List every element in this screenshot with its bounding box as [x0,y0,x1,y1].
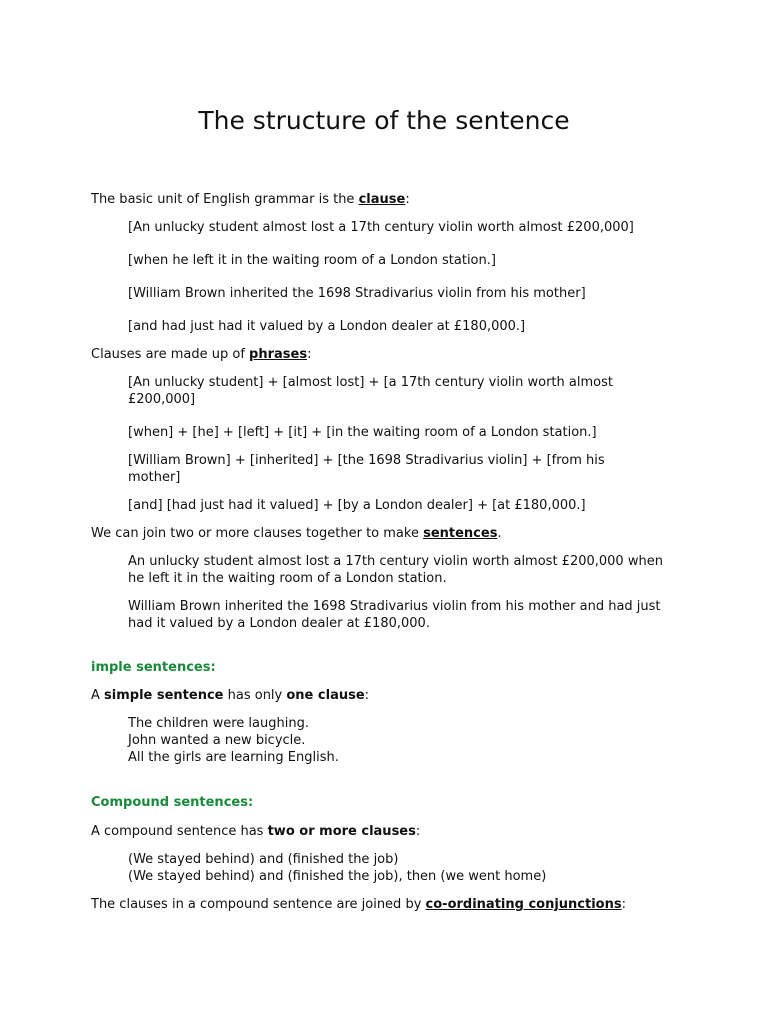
clause-example: [when he left it in the waiting room of a London station.] [128,253,496,268]
co-ordinating-conjunctions-keyword: co-ordinating conjunctions [425,897,622,912]
clause-example: [and had just had it valued by a London dealer at £180,000.] [128,319,526,334]
sentence-example: An unlucky student almost lost a 17th century violin worth almost £200,000 when he left it in the waiting room of a London station. [128,554,663,586]
simple-example: John wanted a new bicycle. [128,733,306,748]
sentences-paragraph [91,525,502,542]
clause-example: [William Brown inherited the 1698 Stradivarius violin from his mother] [128,286,586,301]
compound-sentences-heading: Compound sentences: [91,795,254,810]
intro-paragraph [91,191,410,208]
one-clause-term: one clause [286,688,365,703]
sentences-after: . [497,526,502,541]
simple-example: The children were laughing. [128,716,309,731]
page-title: The structure of the sentence [198,106,570,135]
simple-sentence-term: simple sentence [104,688,224,703]
conjunctions-text: The clauses in a compound sentence are joined by [91,897,426,912]
conjunctions-paragraph [91,896,626,913]
compound-intro-text: A compound sentence has [91,824,268,839]
phrases-paragraph [91,346,311,363]
simple-intro-a: A [91,688,105,703]
sentences-keyword: sentences [423,526,498,541]
two-or-more-clauses-term: two or more clauses [267,824,416,839]
compound-intro-after: : [415,824,421,839]
simple-intro-paragraph [91,687,369,704]
intro-after: : [405,192,410,207]
simple-example: All the girls are learning English. [128,750,339,765]
compound-intro-paragraph [91,823,420,840]
phrases-text: Clauses are made up of [91,347,250,362]
simple-intro-mid: has only [223,688,287,703]
clause-example: [An unlucky student almost lost a 17th century violin worth almost £200,000] [128,220,634,235]
simple-sentences-heading: imple sentences: [91,660,216,675]
phrases-after: : [307,347,312,362]
phrase-example: [and] [had just had it valued] + [by a London dealer] + [at £180,000.] [128,498,586,513]
simple-intro-after: : [364,688,370,703]
phrases-keyword: phrases [249,347,308,362]
clause-keyword: clause [358,192,406,207]
conjunctions-after: : [621,897,627,912]
compound-example: (We stayed behind) and (finished the job) [128,852,399,867]
intro-text: The basic unit of English grammar is the [91,192,359,207]
phrase-example: [An unlucky student] + [almost lost] + [a 17th century violin worth almost £200,000] [128,375,613,407]
compound-example: (We stayed behind) and (finished the job), then (we went home) [128,869,547,884]
sentences-text: We can join two or more clauses together to make [91,526,424,541]
phrase-example: [William Brown] + [inherited] + [the 1698 Stradivarius violin] + [from his mother] [128,453,605,485]
sentence-example: William Brown inherited the 1698 Stradivarius violin from his mother and had just had it valued by a London dealer at £180,000. [128,599,661,631]
phrase-example: [when] + [he] + [left] + [it] + [in the waiting room of a London station.] [128,425,597,440]
